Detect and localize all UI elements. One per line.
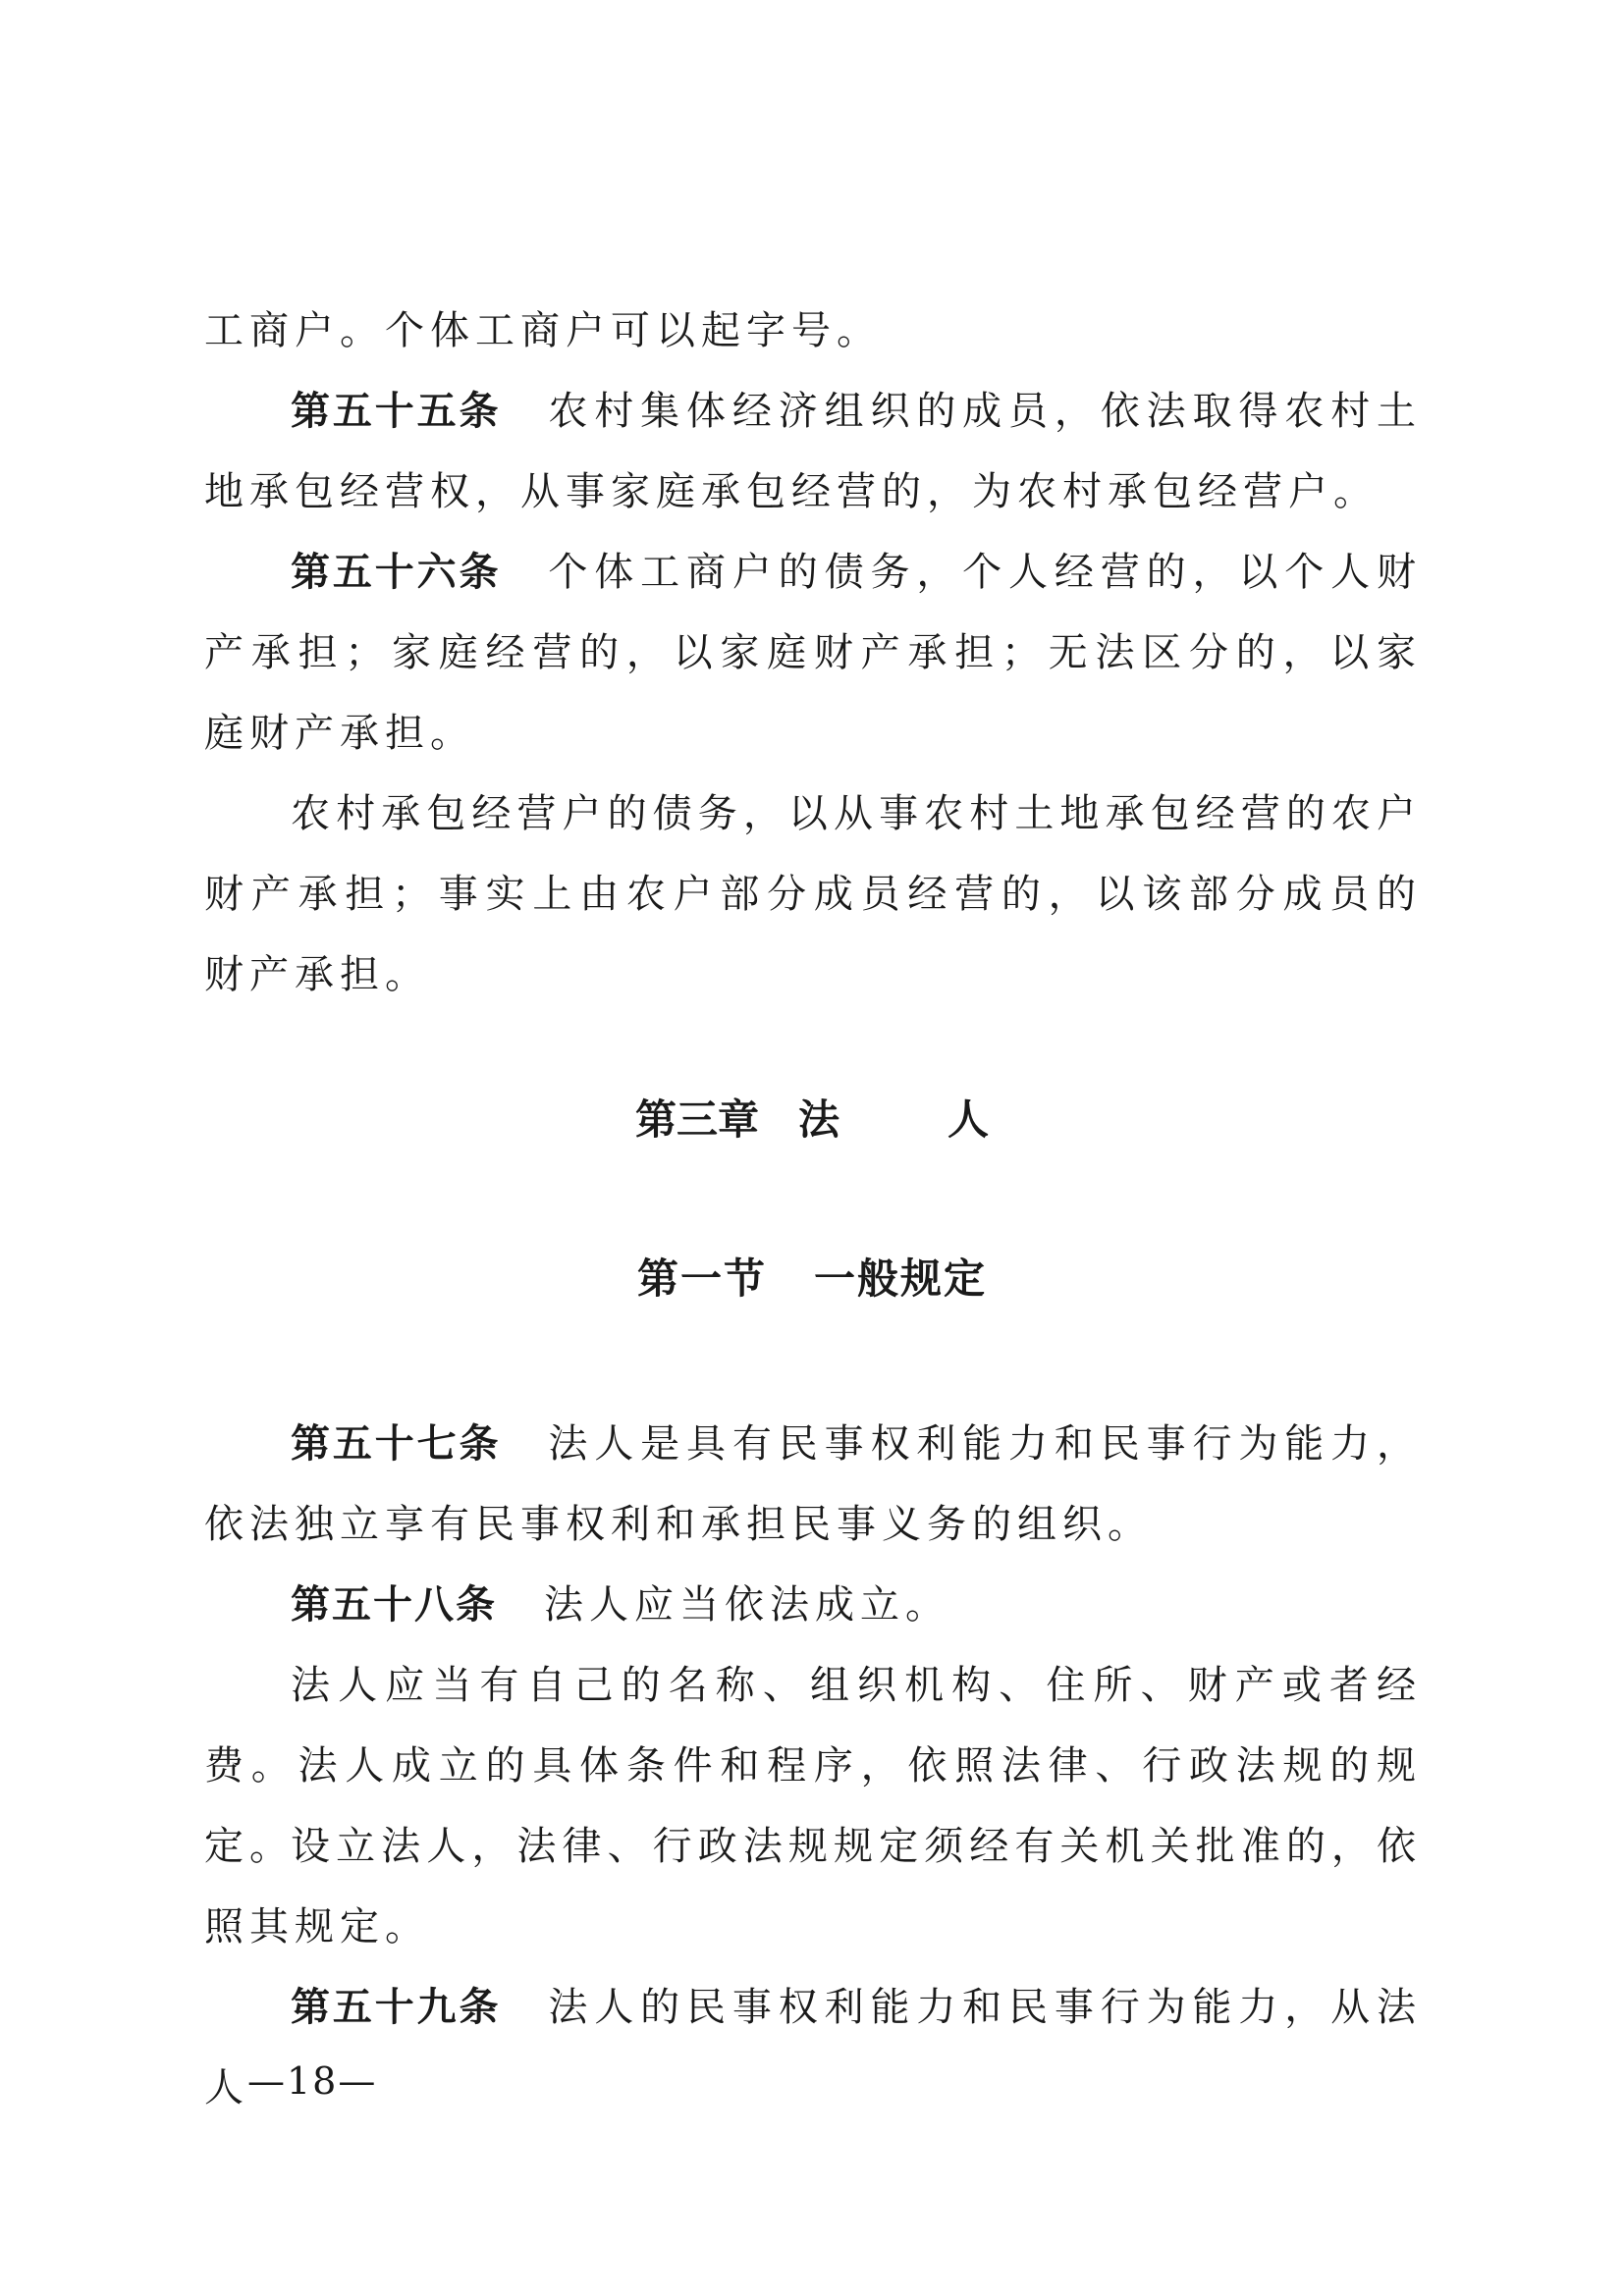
chapter-title-part2: 人: [947, 1095, 990, 1144]
article-58: [204, 1565, 1422, 1645]
article-number: 第五十七条: [291, 1421, 502, 1467]
article-number: 第五十八条: [291, 1582, 497, 1628]
paragraph-text: 法人应当依法成立。: [544, 1582, 950, 1628]
section-title: 一般规定: [814, 1255, 988, 1303]
paragraph-text: 设立法人，法律、行政法规规定须经有关机关批准的，依照其规定。: [204, 1824, 1422, 1949]
chapter-number: 第三章: [634, 1095, 759, 1144]
paragraph-text: 农村承包经营户的债务，以从事农村土地承包经营的农户财产承担；事实上由农户部分成员经营的，以该部分成员的财产承担。: [204, 791, 1422, 997]
article-57: [204, 1404, 1422, 1565]
article-number: 第五十六条: [291, 550, 502, 595]
paragraph-text: 个体工商户的债务，个人经营的，以个人财产承担；家庭经营的，以家庭财产承担；无法区分的，以家庭财产承担。: [204, 550, 1423, 756]
article-58-paragraph-3: [204, 1806, 1422, 1967]
section-heading: [0, 1247, 1624, 1306]
article-55: [204, 371, 1422, 532]
section-number: 第一节: [636, 1255, 767, 1303]
article-59: [204, 1967, 1422, 2128]
chapter-title-part1: 法: [797, 1095, 839, 1144]
article-56-paragraph-2: [204, 774, 1422, 1015]
paragraph-text: 法人的民事权利能力和民事行为能力，从法人: [204, 1985, 1423, 2110]
chapter-heading: [0, 1088, 1624, 1147]
paragraph-text: 法人是具有民事权利能力和民事行为能力，依法独立享有民事权利和承担民事义务的组织。: [204, 1421, 1423, 1547]
paragraph-text: 工商户。个体工商户可以起字号。: [204, 308, 882, 353]
article-number: 第五十九条: [291, 1985, 502, 2030]
article-56: [204, 532, 1422, 774]
paragraph-text: 农村集体经济组织的成员，依法取得农村土地承包经营权，从事家庭承包经营的，为农村承包经营户。: [204, 389, 1423, 514]
article-number: 第五十五条: [291, 389, 502, 434]
paragraph-continuation: [204, 291, 1422, 371]
paragraph-text: 法人应当有自己的名称、组织机构、住所、财产或者经费。法人成立的具体条件和程序，依照法律、行政法规的规定。: [204, 1663, 1422, 1869]
page-number: —18—: [247, 2059, 378, 2103]
